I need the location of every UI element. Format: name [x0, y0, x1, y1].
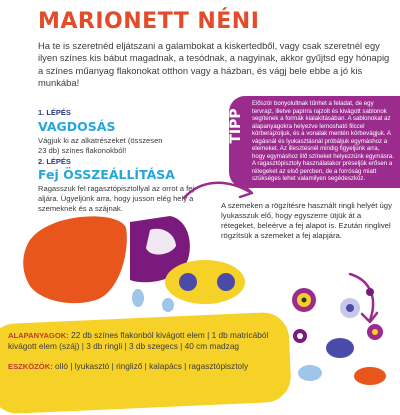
step-2-title: Fej ÖSSZEÁLLÍTÁSA	[38, 167, 175, 182]
tools-label: ESZKÖZÖK:	[8, 362, 53, 371]
page-title: MARIONETT NÉNI	[38, 9, 260, 34]
materials-text	[8, 330, 278, 352]
materials-list: 22 db színes flakonból kivágott elem | 1 db matricából kivágott elem (száj) | 3 db ringli | 3 db szegecs | 40 cm madzag	[8, 330, 269, 352]
step-1-label: 1. LÉPÉS	[38, 108, 71, 117]
step-2-label: 2. LÉPÉS	[38, 157, 71, 166]
small-parts-illustration	[280, 318, 400, 398]
tip-label: TIPP	[228, 108, 244, 144]
step-1-text: Vágjuk ki az alkatrészeket (összesen 23 db) színes flakonokból!	[38, 136, 163, 155]
materials-label: ALAPANYAGOK:	[8, 331, 69, 340]
tools-text	[8, 361, 278, 372]
puppet-parts-illustration	[0, 200, 400, 320]
tools-list: olló | lyukasztó | ringliző | kalapács | ragasztópisztoly	[55, 361, 249, 371]
intro-paragraph: Ha te is szeretnéd eljátszani a galambokat a kiskertedből, vagy csak szeretnél egy ilyen színes kis bábut magadnak, a tesódnak, a nagyinak, akkor gyűjtsd egy hónapig a színes műanyag flakonokat otthon vagy a házban, és vágj bele ebbe a jó kis munkába!	[38, 40, 390, 89]
step-1-title: VAGDOSÁS	[38, 119, 116, 134]
assembly-note-text: A szemeken a rögzítésre használt ringli helyét úgy lyukasszuk elő, hogy egyszerre ütjük át a rétegeket, beleérve a fej alapot is. Ezután ringlivel rögzítsük a szemeket a fej alapjára.	[221, 201, 392, 240]
step-2-text: Ragasszuk fel ragasztópisztollyal az orrot a fej aljára. Ügyeljünk arra, hogy jusson elég hely a szemeknek és a szájnak.	[38, 184, 195, 213]
tip-text: Először bonyolultnak tűnhet a feladat, de egy tervrajz, illetve papírra rajzolt és kivágott sablonok segítenek a formák kialakításában. A sablonokat az alapanyagokra helyezve lemosható filccel körberajzoljuk, és a vonalak mentén körbevágjuk. A vágásnál és lyukasztásnál próbáljuk egymáshoz a elemeket. Az illesztésnél mindig figyeljünk arra, hogy egymáshoz illő színeket helyezzünk egymásra. A ragasztópisztoly használatakor préseljük erősen a rétegeket az első percben, de a forróság miatt szükséges lehet valamilyen segédeszköz.	[252, 100, 394, 183]
